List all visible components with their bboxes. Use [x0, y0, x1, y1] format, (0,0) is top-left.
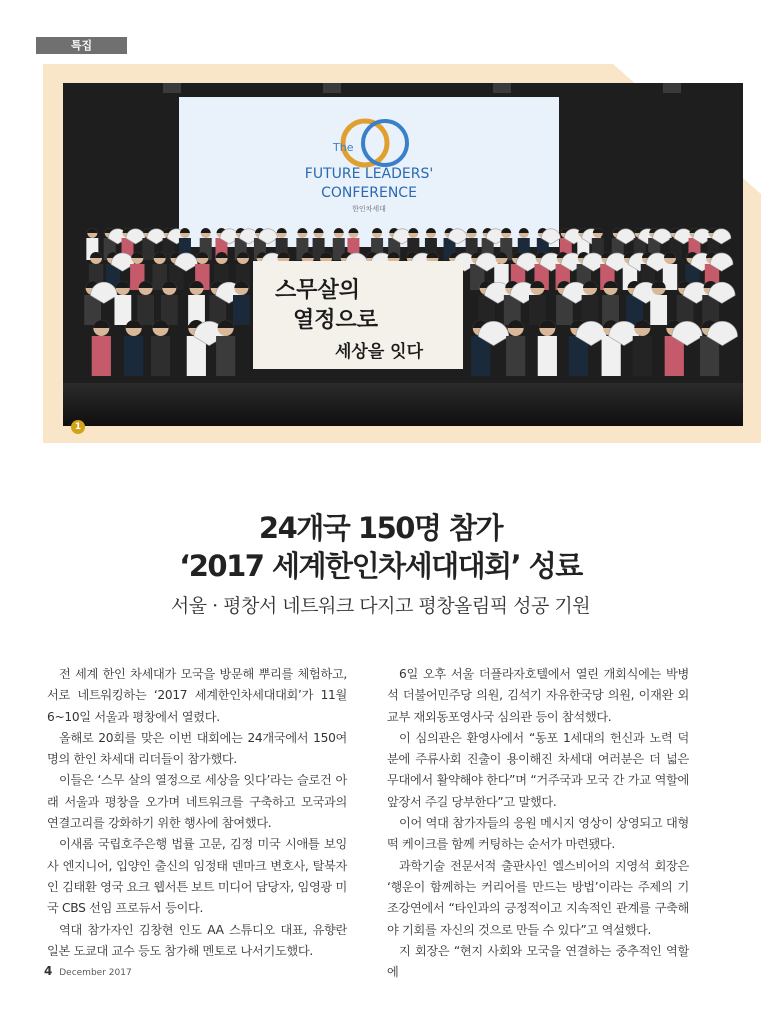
headline-line-1: 24개국 150명 참가	[258, 511, 503, 545]
paragraph: 이새롬 국립호주은행 법률 고문, 김정 미국 시애틀 보잉사 엔지니어, 입양인 출신의 임정태 덴마크 변호사, 탈북자인 김태환 영국 요크 웹서튼 보트 미디어 담당자, 임영광 미국 CBS 선임 프로듀서 등이다.	[47, 837, 347, 916]
banner-line-3: 세상을 잇다	[335, 342, 424, 362]
photo-number-badge: 1	[71, 420, 85, 434]
paragraph: 전 세계 한인 차세대가 모국을 방문해 뿌리를 체험하고, 서로 네트워킹하는 ‘2017 세계한인차세대대회’가 11월 6~10일 서울과 평창에서 열렸다.	[47, 667, 347, 724]
screen-text-the: The	[333, 141, 354, 154]
banner-line-1: 스무살의	[275, 277, 361, 303]
paragraph: 올해로 20회를 맞은 이번 대회에는 24개국에서 150여 명의 한인 차세대 리더들이 참가했다.	[47, 730, 347, 767]
paragraph: 6일 오후 서울 더플라자호텔에서 열린 개회식에는 박병석 더불어민주당 의원, 김석기 자유한국당 의원, 이재완 외교부 재외동포영사국 심의관 등이 참석했다.	[387, 667, 689, 724]
event-photo	[63, 83, 743, 426]
calligraphy-banner	[253, 261, 463, 369]
paragraph: 과학기술 전문서적 출판사인 엘스비어의 지영석 회장은 ‘행운이 함께하는 커리어를 만드는 방법’이라는 주제의 기조강연에서 “타인과의 긍정적이고 지속적인 관계를 구축해야 기회를 자신의 것으로 만들 수 있다”고 역설했다.	[387, 858, 689, 937]
screen-text-korean: 한인차세대	[352, 205, 386, 213]
group-photo-illustration	[63, 83, 743, 426]
paragraph: 이어 역대 참가자들의 응원 메시지 영상이 상영되고 대형 떡 케이크를 함께 커팅하는 순서가 마련됐다.	[387, 816, 689, 852]
paragraph: 지 회장은 “현지 사회와 모국을 연결하는 중추적인 역할에	[387, 943, 689, 980]
screen-text-conference: CONFERENCE	[321, 185, 417, 201]
paragraph: 역대 참가자인 김창현 인도 AA 스튜디오 대표, 유향란 일본 도쿄대 교수 등도 참가해 멘토로 나서기도했다.	[47, 922, 347, 958]
article-column-left	[47, 664, 347, 962]
section-label: 특집	[36, 37, 127, 54]
headline-line-2: ‘2017 세계한인차세대대회’ 성료	[179, 549, 582, 583]
banner-line-2: 열정으로	[293, 307, 379, 333]
issue-date: December 2017	[59, 968, 132, 978]
page-footer	[44, 964, 132, 978]
paragraph: 이 심의관은 환영사에서 “동포 1세대의 헌신과 노력 덕분에 주류사회 진출이 용이해진 차세대 여러분은 더 넓은 무대에서 활약해야 한다”며 “거주국과 모국 간 가교 역할에 앞장서 주길 당부한다”고 말했다.	[387, 730, 689, 809]
screen-text-future-leaders: FUTURE LEADERS'	[304, 166, 434, 182]
article-subtitle: 서울 · 평창서 네트워크 다지고 평창올림픽 성공 기원	[170, 595, 591, 617]
paragraph: 이들은 ‘스무 살의 열정으로 세상을 잇다’라는 슬로건 아래 서울과 평창을 오가며 네트워크를 구축하고 모국과의 연결고리를 강화하기 위한 행사에 참여했다.	[47, 773, 347, 831]
page-number: 4	[44, 964, 53, 978]
article-column-right	[387, 664, 689, 983]
